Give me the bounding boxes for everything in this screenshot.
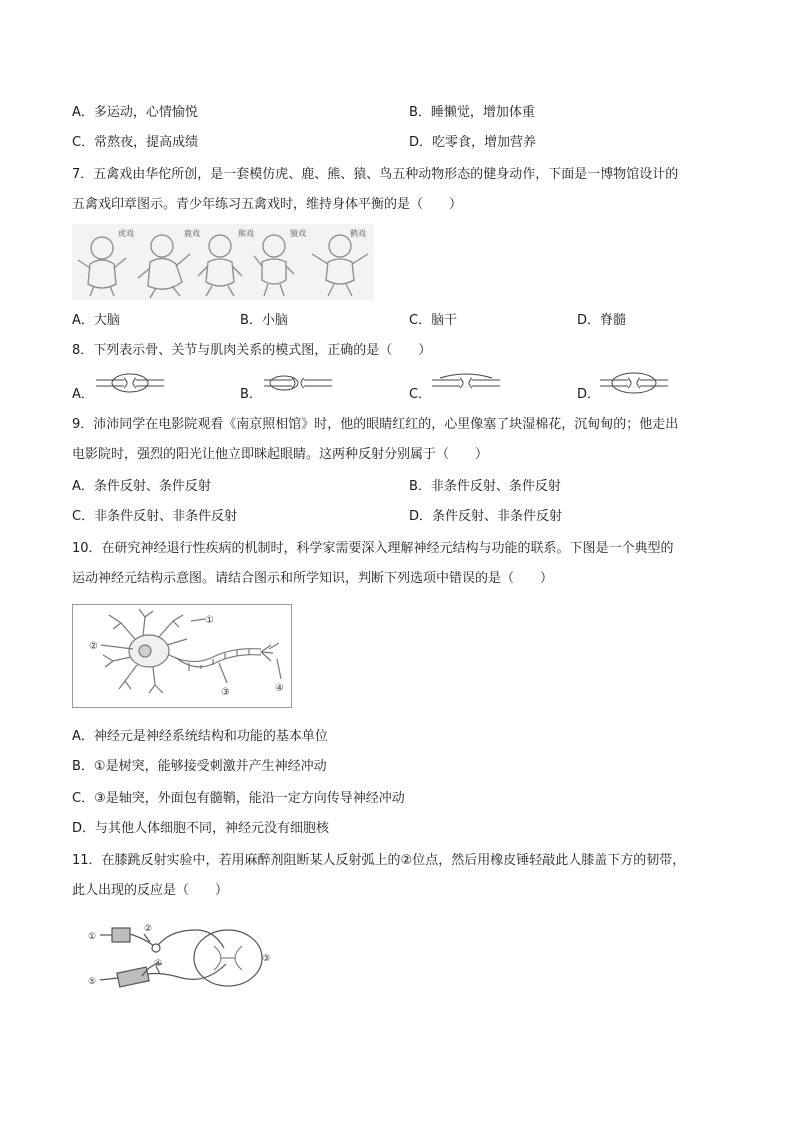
q8-option-d-label: D． bbox=[577, 387, 601, 402]
q9-option-b: B．非条件反射、条件反射 bbox=[409, 479, 561, 494]
figure-label-deer: 鹿戏 bbox=[184, 229, 200, 238]
q10-stem-line2: 运动神经元结构示意图。请结合图示和所学知识，判断下列选项中错误的是（ ） bbox=[72, 571, 554, 586]
q10-option-c: C．③是轴突，外面包有髓鞘，能沿一定方向传导神经冲动 bbox=[72, 791, 405, 806]
figure-label-bear: 熊戏 bbox=[238, 229, 254, 238]
figure-label-ape: 猿戏 bbox=[290, 229, 306, 238]
q11-stem-line1: 11．在膝跳反射实验中，若用麻醉剂阻断某人反射弧上的②位点，然后用橡皮锤轻敲此人膝盖下方的韧带， bbox=[72, 853, 686, 868]
q7-option-c: C．脑干 bbox=[409, 313, 458, 328]
q8-option-b-label: B． bbox=[240, 387, 262, 402]
q9-option-d: D．条件反射、非条件反射 bbox=[409, 509, 563, 524]
neuron-label-2: ② bbox=[89, 641, 98, 652]
q7-option-d: D．脊髓 bbox=[577, 313, 627, 328]
neuron-figure bbox=[72, 604, 292, 708]
q9-option-a: A．条件反射、条件反射 bbox=[72, 479, 211, 494]
q8-stem: 8．下列表示骨、关节与肌肉关系的模式图，正确的是（ ） bbox=[72, 343, 432, 358]
q6-option-a: A．多运动，心情愉悦 bbox=[72, 105, 198, 120]
q8-option-b-diagram bbox=[262, 372, 334, 394]
q7-stem-line2: 五禽戏印章图示。青少年练习五禽戏时，维持身体平衡的是（ ） bbox=[72, 197, 463, 212]
q10-stem-line1: 10．在研究神经退行性疾病的机制时，科学家需要深入理解神经元结构与功能的联系。下图是一个典型的 bbox=[72, 541, 674, 556]
figure-label-crane: 鹤戏 bbox=[350, 229, 366, 238]
q9-stem-line2: 电影院时，强烈的阳光让他立即眯起眼睛。这两种反射分别属于（ ） bbox=[72, 447, 489, 462]
q10-option-a: A．神经元是神经系统结构和功能的基本单位 bbox=[72, 729, 328, 744]
reflex-label-4: ④ bbox=[154, 959, 163, 969]
q10-option-b: B．①是树突，能够接受刺激并产生神经冲动 bbox=[72, 759, 327, 774]
reflex-label-1: ① bbox=[88, 932, 97, 942]
reflex-arc-figure bbox=[86, 918, 274, 992]
figure-label-tiger: 虎戏 bbox=[118, 229, 134, 238]
neuron-label-4: ④ bbox=[275, 683, 284, 694]
q6-option-c: C．常熬夜，提高成绩 bbox=[72, 135, 199, 150]
q8-option-c-diagram bbox=[430, 372, 502, 394]
q6-option-d: D．吃零食，增加营养 bbox=[409, 135, 537, 150]
reflex-label-2: ② bbox=[144, 924, 153, 934]
q9-stem-line1: 9．沛沛同学在电影院观看《南京照相馆》时，他的眼睛红红的，心里像塞了块湿棉花，沉甸甸的；他走出 bbox=[72, 417, 679, 432]
reflex-label-3: ③ bbox=[262, 954, 271, 964]
q9-option-c: C．非条件反射、非条件反射 bbox=[72, 509, 238, 524]
q7-option-a: A．大脑 bbox=[72, 313, 120, 328]
reflex-label-5: ⑤ bbox=[88, 977, 97, 987]
q7-option-b: B．小脑 bbox=[240, 313, 288, 328]
q8-option-a-diagram bbox=[94, 372, 166, 394]
neuron-label-3: ③ bbox=[221, 687, 230, 698]
q10-option-d: D．与其他人体细胞不同，神经元没有细胞核 bbox=[72, 821, 330, 836]
q8-option-d-diagram bbox=[598, 372, 670, 394]
q8-option-c-label: C． bbox=[409, 387, 432, 402]
q8-option-a-label: A． bbox=[72, 387, 94, 402]
q11-stem-line2: 此人出现的反应是（ ） bbox=[72, 883, 229, 898]
neuron-label-1: ① bbox=[205, 615, 214, 626]
q7-stem-line1: 7．五禽戏由华佗所创，是一套模仿虎、鹿、熊、猿、鸟五种动物形态的健身动作，下面是一博物馆设计的 bbox=[72, 167, 679, 182]
q6-option-b: B．睡懒觉，增加体重 bbox=[409, 105, 535, 120]
wuqinxi-seal-figure bbox=[72, 224, 374, 300]
